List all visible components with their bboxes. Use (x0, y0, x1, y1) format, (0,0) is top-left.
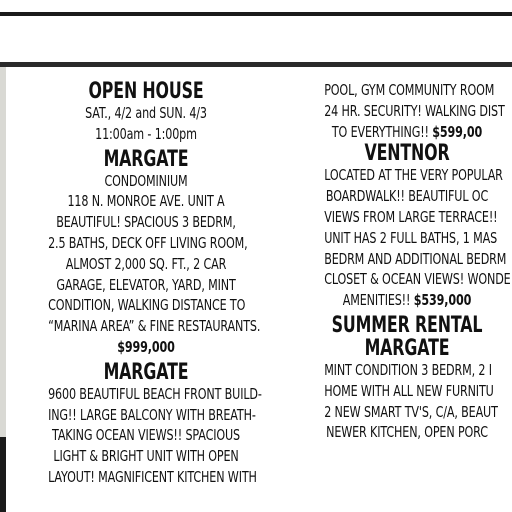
continued-line: POOL, GYM COMMUNITY ROOM (324, 81, 495, 99)
top-rule (0, 12, 512, 16)
continued-last-text: TO EVERYTHING!! (331, 122, 433, 141)
listing-2-town: MARGATE (103, 359, 189, 385)
open-house-dates: SAT., 4/2 and SUN. 4/3 (85, 104, 207, 122)
left-margin-dark-block (0, 437, 6, 512)
ventnor-town: VENTNOR (364, 141, 450, 167)
summer-rental-line: MINT CONDITION 3 BEDRM, 2 I (324, 360, 492, 379)
ventnor-line: UNIT HAS 2 FULL BATHS, 1 MAS (324, 228, 498, 247)
ventnor-line: VIEWS FROM LARGE TERRACE!! (324, 207, 498, 226)
summer-rental-town: MARGATE (364, 335, 450, 361)
listing-1-line: 2.5 BATHS, DECK OFF LIVING ROOM, (48, 233, 248, 252)
summer-rental-line: NEWER KITCHEN, OPEN PORC (326, 423, 488, 442)
listing-1-line: BEAUTIFUL! SPACIOUS 3 BEDRM, (56, 213, 236, 232)
left-margin-strip (0, 67, 6, 512)
open-house-heading: OPEN HOUSE (88, 79, 204, 104)
continued-price: $599,00 (432, 122, 483, 141)
ventnor-line: BOARDWALK!! BEAUTIFUL OC (325, 187, 489, 206)
listing-1-line: 118 N. MONROE AVE. UNIT A (67, 192, 225, 211)
summer-rental-heading: SUMMER RENTAL (331, 312, 483, 338)
ventnor-line: BEDRM AND ADDITIONAL BEDRM (324, 249, 507, 268)
summer-rental-line: 2 NEW SMART TV'S, C/A, BEAUT (324, 402, 498, 421)
listing-1-line: “MARINA AREA” & FINE RESTAURANTS. (48, 317, 261, 336)
ventnor-last-line (324, 290, 490, 311)
listing-2-line: TAKING OCEAN VIEWS!! SPACIOUS (52, 426, 240, 445)
listing-2-line: LAYOUT! MAGNIFICENT KITCHEN WITH (48, 467, 257, 486)
listing-1-town: MARGATE (103, 146, 189, 172)
listing-1-line: CONDITION, WALKING DISTANCE TO (48, 296, 246, 315)
listing-2-line: 9600 BEAUTIFUL BEACH FRONT BUILD- (48, 384, 262, 403)
listing-2-line: ING!! LARGE BALCONY WITH BREATH- (48, 405, 256, 424)
right-column (324, 80, 511, 443)
listing-2-line: LIGHT & BRIGHT UNIT WITH OPEN (53, 447, 239, 466)
section-divider (0, 62, 512, 67)
listing-1-type: CONDOMINIUM (104, 171, 188, 190)
listing-1-price: $999,000 (117, 337, 175, 356)
listing-1-line: ALMOST 2,000 SQ. FT., 2 CAR (65, 254, 227, 273)
continued-line: 24 HR. SECURITY! WALKING DIST (324, 101, 505, 120)
summer-rental-line: HOME WITH ALL NEW FURNITU (324, 381, 494, 400)
ventnor-line: LOCATED AT THE VERY POPULAR (324, 166, 503, 185)
ventnor-last-text: AMENITIES!! (342, 291, 414, 310)
open-house-hours: 11:00am - 1:00pm (95, 124, 197, 143)
left-column (48, 79, 262, 488)
continued-last-line (324, 122, 490, 143)
listing-1-line: GARAGE, ELEVATOR, YARD, MINT (56, 275, 236, 294)
ventnor-price: $539,000 (413, 291, 472, 310)
ventnor-line: CLOSET & OCEAN VIEWS! WONDE (324, 270, 511, 289)
